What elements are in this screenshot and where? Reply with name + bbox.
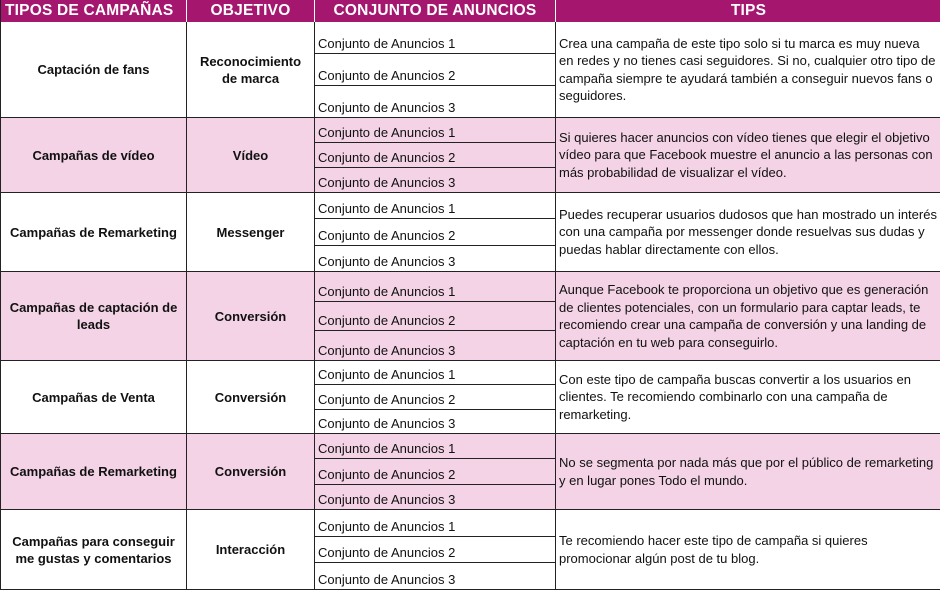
header-objetivo: OBJETIVO (187, 0, 315, 22)
ad-set-item: Conjunto de Anuncios 3 (318, 343, 456, 359)
campaign-type: Captación de fans (1, 22, 187, 118)
campaign-objective: Messenger (187, 193, 315, 272)
ad-set-item: Conjunto de Anuncios 2 (315, 219, 555, 245)
campaign-type: Campañas de Remarketing (1, 434, 187, 510)
ad-set-item: Conjunto de Anuncios 1 (315, 22, 555, 54)
ad-set-item: Conjunto de Anuncios 2 (315, 302, 555, 332)
campaign-objective: Reconocimiento de marca (187, 22, 315, 118)
ad-sets (315, 22, 556, 118)
campaign-type: Campañas de vídeo (1, 118, 187, 193)
ad-set-item: Conjunto de Anuncios 3 (318, 415, 456, 431)
campaign-type: Campañas de Remarketing (1, 193, 187, 272)
ad-sets (315, 361, 556, 434)
ad-set-item: Conjunto de Anuncios 3 (318, 253, 456, 269)
ad-sets (315, 118, 556, 193)
campaign-objective: Vídeo (187, 118, 315, 193)
ad-sets (315, 193, 556, 272)
campaign-objective: Conversión (187, 272, 315, 361)
campaign-tip: Crea una campaña de este tipo solo si tu marca es muy nueva en redes y no tienes casi seguidores. Si no, cualquier otro tipo de campaña siempre te ayudará también a conseguir nuevos fans o seguidores. (556, 22, 940, 118)
ad-set-item: Conjunto de Anuncios 1 (315, 272, 555, 302)
ad-set-item: Conjunto de Anuncios 2 (315, 143, 555, 168)
campaign-tip: Con este tipo de campaña buscas convertir a los usuarios en clientes. Te recomiendo combinarlo con una campaña de remarketing. (556, 361, 940, 434)
ad-sets (315, 434, 556, 510)
ad-set-item: Conjunto de Anuncios 3 (318, 100, 456, 115)
campaign-type: Campañas para conseguir me gustas y comentarios (1, 510, 187, 590)
header-conjunto: CONJUNTO DE ANUNCIOS (315, 0, 556, 22)
campaign-tip: Te recomiendo hacer este tipo de campaña si quieres promocionar algún post de tu blog. (556, 510, 940, 590)
ad-set-item: Conjunto de Anuncios 1 (315, 193, 555, 219)
ad-sets (315, 510, 556, 590)
ad-set-item: Conjunto de Anuncios 1 (315, 510, 555, 537)
campaign-tip: Puedes recuperar usuarios dudosos que han mostrado un interés con una campaña por messenger donde resuelvas sus dudas y puedas hablar directamente con ellos. (556, 193, 940, 272)
header-tipos: TIPOS DE CAMPAÑAS (1, 0, 187, 22)
ad-set-item: Conjunto de Anuncios 3 (318, 491, 456, 507)
ad-set-item: Conjunto de Anuncios 2 (315, 459, 555, 484)
ad-set-item: Conjunto de Anuncios 1 (315, 434, 555, 459)
ad-set-item: Conjunto de Anuncios 2 (315, 537, 555, 564)
ad-set-item: Conjunto de Anuncios 1 (315, 361, 555, 385)
ad-set-item: Conjunto de Anuncios 3 (318, 175, 456, 190)
ad-set-item: Conjunto de Anuncios 1 (315, 118, 555, 143)
campaign-type: Campañas de Venta (1, 361, 187, 434)
campaign-type: Campañas de captación de leads (1, 272, 187, 361)
header-tips: TIPS (556, 0, 940, 22)
campaign-tip: Aunque Facebook te proporciona un objetivo que es generación de clientes potenciales, con un formulario para captar leads, te recomiendo crear una campaña de conversión y una landing de captación en tu web para conseguirlo. (556, 272, 940, 361)
campaign-tip: No se segmenta por nada más que por el público de remarketing y en lugar pones Todo el mundo. (556, 434, 940, 510)
ad-set-item: Conjunto de Anuncios 2 (315, 385, 555, 409)
campaign-objective: Conversión (187, 434, 315, 510)
ad-set-item: Conjunto de Anuncios 2 (315, 54, 555, 86)
campaign-objective: Conversión (187, 361, 315, 434)
campaign-tip: Si quieres hacer anuncios con vídeo tienes que elegir el objetivo vídeo para que Facebook muestre el anuncio a las personas con más probabilidad de visualizar el vídeo. (556, 118, 940, 193)
campaign-objective: Interacción (187, 510, 315, 590)
ad-set-item: Conjunto de Anuncios 3 (318, 572, 456, 588)
ad-sets (315, 272, 556, 361)
